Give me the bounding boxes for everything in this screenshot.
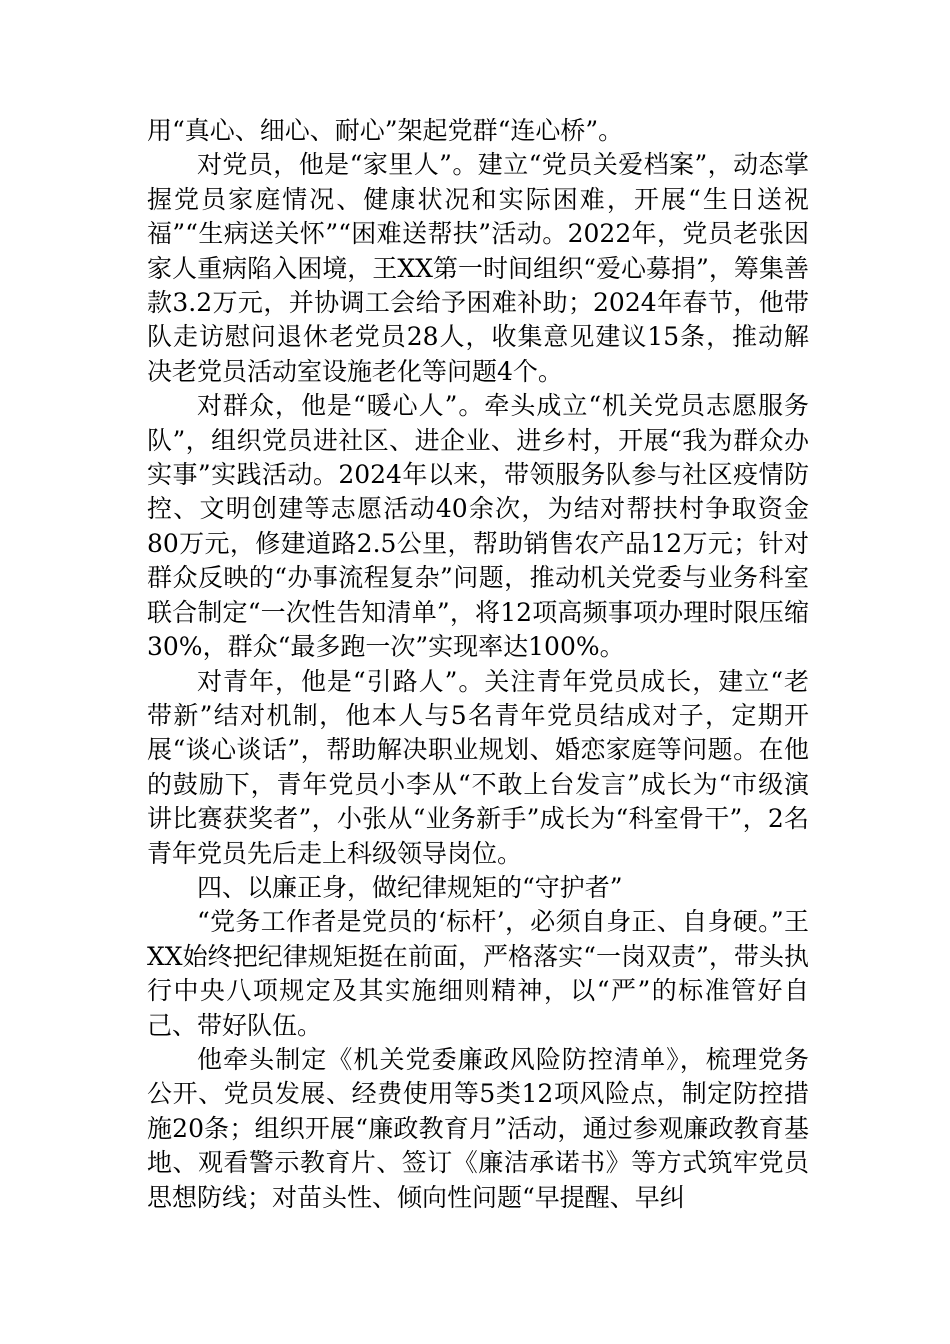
paragraph-discipline: “党务工作者是党员的‘标杆’，必须自身正、自身硬。”王XX始终把纪律规矩挺在前面，严格落实“一岗双责”，带头执行中央八项规定及其实施细则精神，以“严”的标准管好自己、带好队伍。 xyxy=(147,907,809,1040)
section-heading: 四、以廉正身，做纪律规矩的“守护者” xyxy=(197,872,623,902)
document-body xyxy=(147,114,809,1215)
paragraph-youth: 对青年，他是“引路人”。关注青年党员成长，建立“老带新”结对机制，他本人与5名青年党员结成对子，定期开展“谈心谈话”，帮助解决职业规划、婚恋家庭等问题。在他的鼓励下，青年党员小李从“不敢上台发言”成长为“市级演讲比赛获奖者”，小张从“业务新手”成长为“科室骨干”，2名青年党员先后走上科级领导岗位。 xyxy=(147,666,809,868)
paragraph-masses: 对群众，他是“暖心人”。牵头成立“机关党员志愿服务队”，组织党员进社区、进企业、进乡村，开展“我为群众办实事”实践活动。2024年以来，带领服务队参与社区疫情防控、文明创建等志愿活动40余次，为结对帮扶村争取资金80万元，修建道路2.5公里，帮助销售农产品12万元；针对群众反映的“办事流程复杂”问题，推动机关党委与业务科室联合制定“一次性告知清单”，将12项高频事项办理时限压缩30%，群众“最多跑一次”实现率达100%。 xyxy=(147,391,809,662)
paragraph-continuation: 用“真心、细心、耐心”架起党群“连心桥”。 xyxy=(147,116,624,145)
paragraph-party-members: 对党员，他是“家里人”。建立“党员关爱档案”，动态掌握党员家庭情况、健康状况和实际困难，开展“生日送祝福”“生病送关怀”“困难送帮扶”活动。2022年，党员老张因家人重病陷入困境，王XX第一时间组织“爱心募捐”，筹集善款3.2万元，并协调工会给予困难补助；2024年春节，他带队走访慰问退休老党员28人，收集意见建议15条，推动解决老党员活动室设施老化等问题4个。 xyxy=(147,150,809,386)
paragraph-risk-control: 他牵头制定《机关党委廉政风险防控清单》，梳理党务公开、党员发展、经费使用等5类12项风险点，制定防控措施20条；组织开展“廉政教育月”活动，通过参观廉政教育基地、观看警示教育片、签订《廉洁承诺书》等方式筑牢党员思想防线；对苗头性、倾向性问题“早提醒、早纠 xyxy=(147,1044,809,1212)
